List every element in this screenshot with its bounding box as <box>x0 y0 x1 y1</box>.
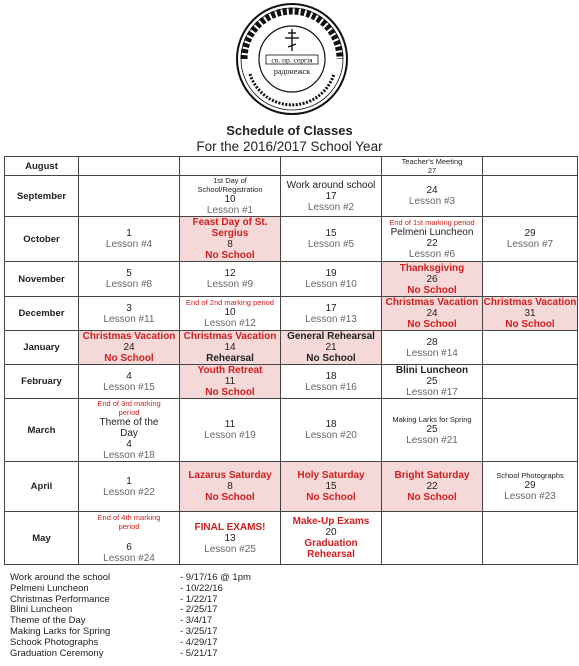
cell-line: 4 <box>126 370 132 382</box>
legend-event: Pelmeni Luncheon <box>10 582 89 594</box>
month-label: September <box>5 176 79 217</box>
legend-date: - 3/4/17 <box>180 615 213 627</box>
cell-line: Blini Luncheon <box>395 365 469 376</box>
schedule-cell <box>382 297 483 331</box>
legend-event: Theme of the Day <box>10 615 86 627</box>
cell-line: 6 <box>126 541 132 553</box>
schedule-cell <box>79 331 180 365</box>
schedule-cell <box>180 297 281 331</box>
cell-line: 8 <box>227 481 233 492</box>
schedule-cell <box>79 399 180 462</box>
cell-line: Lesson #20 <box>305 430 357 441</box>
cell-line: 24 <box>426 308 438 319</box>
cell-line: Lesson #22 <box>103 486 155 498</box>
schedule-cell <box>79 176 180 217</box>
legend-date: - 9/17/16 @ 1pm <box>180 572 251 583</box>
schedule-row <box>5 365 578 399</box>
cell-line: Youth Retreat <box>197 365 263 376</box>
month-label: August <box>5 157 79 176</box>
schedule-table <box>4 156 578 565</box>
cell-line: General Rehearsal <box>287 331 375 342</box>
cell-line: Lesson #15 <box>103 381 155 393</box>
cell-line: Pelmeni Luncheon <box>390 227 474 238</box>
cell-line: Graduation <box>304 538 358 549</box>
schedule-cell <box>180 176 281 217</box>
cell-line: Christmas Vacation <box>483 297 577 308</box>
cell-line: Lesson #16 <box>305 381 357 393</box>
legend-date: - 3/25/17 <box>180 625 218 637</box>
schedule-cell <box>79 462 180 512</box>
cell-line: Lesson #17 <box>406 387 458 398</box>
event-legend <box>10 573 330 659</box>
schedule-row <box>5 176 578 217</box>
cell-line: 11 <box>224 419 236 430</box>
cell-line: Rehearsal <box>206 353 254 364</box>
schedule-cell <box>483 297 578 331</box>
cell-line: No School <box>505 319 555 330</box>
cell-line: 27 <box>427 166 437 175</box>
schedule-cell <box>382 157 483 176</box>
cell-line: No School <box>205 387 255 398</box>
cell-line: 26 <box>426 273 438 285</box>
cell-line: Teacher's Meeting <box>401 157 463 166</box>
schedule-cell <box>483 331 578 365</box>
month-label: March <box>5 399 79 462</box>
cell-line: 4 <box>126 439 132 450</box>
legend-row <box>10 638 330 649</box>
seal-inner-line1: св. пр. сергія <box>271 55 313 65</box>
schedule-cell <box>281 331 382 365</box>
cell-line: Lesson #3 <box>408 196 456 207</box>
cell-line: Lesson #2 <box>307 201 355 213</box>
cell-line: 5 <box>126 268 132 279</box>
cell-line: Christmas Vacation <box>385 297 479 308</box>
legend-row <box>10 584 330 595</box>
schedule-cell <box>281 262 382 297</box>
cell-line: Lesson #12 <box>204 318 256 329</box>
cell-line: Lesson #10 <box>305 279 357 290</box>
schedule-cell <box>483 176 578 217</box>
cell-line: 17 <box>325 190 337 202</box>
cell-line: 1 <box>126 228 132 239</box>
cell-line: Lesson #23 <box>504 491 556 502</box>
cell-line: 29 <box>524 480 536 491</box>
cell-line: Lesson #1 <box>206 205 254 216</box>
schedule-cell <box>180 512 281 565</box>
legend-event: Graduation Ceremony <box>10 647 104 659</box>
month-label: May <box>5 512 79 565</box>
cell-line: 25 <box>426 376 438 387</box>
cell-line: 10 <box>224 194 236 205</box>
schedule-row <box>5 462 578 512</box>
cell-line: Lesson #25 <box>204 543 256 555</box>
schedule-cell <box>180 157 281 176</box>
schedule-cell <box>180 331 281 365</box>
schedule-cell <box>281 399 382 462</box>
cell-line: 29 <box>524 228 536 239</box>
cell-line: No School <box>407 284 457 296</box>
cell-line: 13 <box>224 532 236 544</box>
schedule-cell <box>281 157 382 176</box>
schedule-cell <box>382 365 483 399</box>
cell-line: Feast Day of St. Sergius <box>192 217 268 239</box>
schedule-cell <box>180 217 281 262</box>
legend-date: - 5/21/17 <box>180 647 218 659</box>
schedule-cell <box>483 217 578 262</box>
schedule-row <box>5 399 578 462</box>
cell-line: 20 <box>325 527 337 538</box>
cell-line: 18 <box>325 370 337 382</box>
schedule-cell <box>79 297 180 331</box>
schedule-row <box>5 157 578 176</box>
schedule-cell <box>483 512 578 565</box>
cell-line: 22 <box>426 238 438 249</box>
cell-line: Lesson #9 <box>206 279 254 290</box>
cell-line: 1 <box>126 475 132 487</box>
schedule-row <box>5 331 578 365</box>
cell-line: period <box>118 408 140 417</box>
cell-line: Theme of the <box>99 417 159 428</box>
cell-line: 10 <box>224 307 236 318</box>
legend-date: - 4/29/17 <box>180 636 218 648</box>
legend-event: Making Larks for Spring <box>10 625 111 637</box>
cell-line: Christmas Vacation <box>183 331 277 342</box>
schedule-cell <box>79 365 180 399</box>
cell-line: Rehearsal <box>307 549 355 560</box>
month-label: October <box>5 217 79 262</box>
cell-line: Lesson #21 <box>406 434 458 446</box>
cell-line: 17 <box>325 302 337 314</box>
schedule-cell <box>382 331 483 365</box>
schedule-cell <box>382 399 483 462</box>
cell-line: End of 1st marking period <box>389 218 475 227</box>
legend-date: - 10/22/16 <box>180 582 223 594</box>
cell-line: End of 4th marking <box>97 512 161 522</box>
schedule-cell <box>180 262 281 297</box>
cell-line: Day <box>120 428 138 439</box>
month-label: April <box>5 462 79 512</box>
schedule-cell <box>281 462 382 512</box>
schedule-cell <box>483 262 578 297</box>
cell-line: 21 <box>325 342 337 353</box>
cell-line: Bright Saturday <box>394 470 470 481</box>
cell-line: 22 <box>426 481 438 492</box>
schedule-cell <box>483 399 578 462</box>
cell-line: No School <box>407 492 457 503</box>
cell-line: No School <box>205 250 255 261</box>
cell-line: period <box>118 521 140 531</box>
cell-line: 12 <box>224 268 236 279</box>
schedule-cell <box>382 262 483 297</box>
schedule-cell <box>180 365 281 399</box>
page-subtitle: For the 2016/2017 School Year <box>196 139 383 154</box>
schedule-cell <box>281 297 382 331</box>
cell-line: Make-Up Exams <box>292 516 370 527</box>
cell-line: 25 <box>426 423 438 435</box>
cell-line: No School <box>104 353 154 364</box>
cell-line: 18 <box>325 419 337 430</box>
cell-line: 11 <box>224 376 236 387</box>
cell-line: No School <box>205 492 255 503</box>
cell-line: Lesson #24 <box>103 552 155 564</box>
legend-date: - 2/25/17 <box>180 604 218 616</box>
cell-line: Making Larks for Spring <box>392 414 472 424</box>
schedule-row <box>5 217 578 262</box>
schedule-cell <box>382 512 483 565</box>
legend-event: Blini Luncheon <box>10 604 73 616</box>
schedule-row <box>5 297 578 331</box>
cell-line: Holy Saturday <box>297 470 365 481</box>
cell-line: 3 <box>126 302 132 314</box>
cell-line: School Photographs <box>496 471 564 480</box>
month-label: November <box>5 262 79 297</box>
cell-line: 1st Day of School/Registration <box>197 176 263 194</box>
cell-line: No School <box>306 492 356 503</box>
schedule-cell <box>281 512 382 565</box>
cell-line: Lesson #5 <box>307 239 355 250</box>
legend-event: Christmas Performance <box>10 593 110 605</box>
cell-line: 31 <box>524 308 536 319</box>
cell-line: Lazarus Saturday <box>188 470 272 481</box>
cell-line: 15 <box>325 481 337 492</box>
cell-line: End of 3rd marking <box>97 399 161 408</box>
cell-line: Lesson #14 <box>406 347 458 359</box>
cell-line: Lesson #8 <box>105 279 153 290</box>
schedule-cell <box>382 217 483 262</box>
cell-line: Lesson #4 <box>105 239 153 250</box>
cell-line: 24 <box>123 342 135 353</box>
cell-line: Lesson #11 <box>103 313 155 325</box>
seal-inner-line2: радонежск <box>273 67 311 76</box>
schedule-row <box>5 262 578 297</box>
cell-line: Thanksgiving <box>399 262 465 274</box>
legend-row <box>10 649 330 660</box>
month-label: February <box>5 365 79 399</box>
schedule-cell <box>281 365 382 399</box>
cell-line <box>79 531 179 542</box>
schedule-cell <box>483 462 578 512</box>
cell-line: No School <box>306 353 356 364</box>
month-label: December <box>5 297 79 331</box>
cell-line: No School <box>407 319 457 330</box>
cell-line: Lesson #13 <box>305 313 357 325</box>
cell-line: FINAL EXAMS! <box>194 521 266 533</box>
month-label: January <box>5 331 79 365</box>
cell-line: 19 <box>325 268 337 279</box>
cell-line: 24 <box>426 185 438 196</box>
cell-line: 28 <box>426 336 438 348</box>
schedule-cell <box>483 365 578 399</box>
cell-line: Christmas Vacation <box>82 331 176 342</box>
schedule-cell <box>79 157 180 176</box>
schedule-cell <box>180 462 281 512</box>
cell-line: Lesson #6 <box>408 249 456 260</box>
cell-line: Lesson #19 <box>204 430 256 441</box>
schedule-cell <box>382 176 483 217</box>
legend-event: Schook Photographs <box>10 636 99 648</box>
cell-line: End of 2nd marking period <box>186 298 274 307</box>
cell-line: 8 <box>227 239 233 250</box>
legend-event: Work around the school <box>10 572 111 583</box>
school-seal-logo <box>228 2 356 116</box>
legend-date: - 1/22/17 <box>180 593 218 605</box>
schedule-cell <box>483 157 578 176</box>
page-title: Schedule of Classes <box>226 123 353 138</box>
schedule-cell <box>79 512 180 565</box>
cell-line: 15 <box>325 228 337 239</box>
cell-line: Lesson #18 <box>103 450 155 461</box>
cell-line: Lesson #7 <box>506 239 554 250</box>
schedule-cell <box>281 176 382 217</box>
cell-line: 14 <box>224 342 236 353</box>
schedule-row <box>5 512 578 565</box>
schedule-cell <box>180 399 281 462</box>
schedule-cell <box>281 217 382 262</box>
schedule-cell <box>382 462 483 512</box>
schedule-cell <box>79 217 180 262</box>
schedule-cell <box>79 262 180 297</box>
cell-line: Work around school <box>286 179 376 191</box>
